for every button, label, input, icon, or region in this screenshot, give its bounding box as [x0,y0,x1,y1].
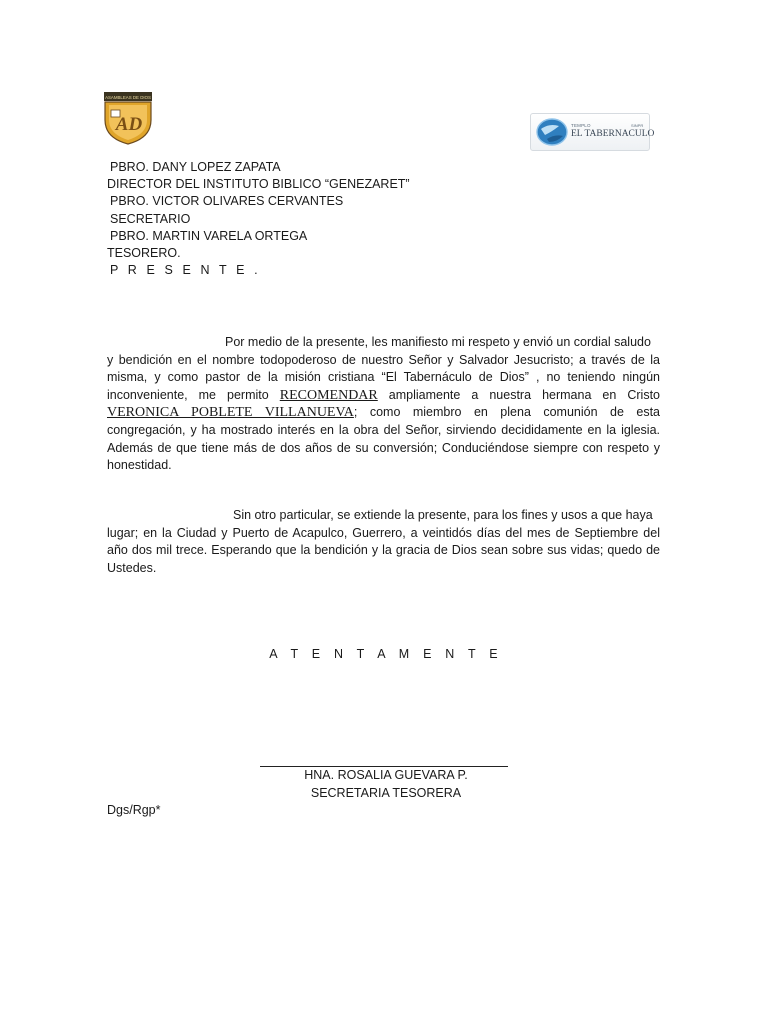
paragraph-line [107,387,660,405]
paragraph-line: Además de que tiene más de dos años de su conversión; Conduciéndose siempre con respeto y [107,440,660,455]
signer-title: SECRETARIA TESORERA [310,785,462,800]
body-paragraph-2 [107,507,660,577]
paragraph-line: Sin otro particular, se extiende la presente, para los fines y usos a que haya [233,508,653,522]
templo-el-tabernaculo-logo [530,113,655,151]
logo-ad-letters: AD [115,114,143,135]
logo-tabernaculo-text: EL TABERNACULO [571,129,655,139]
paragraph-line: Por medio de la presente, les manifiesto mi respeto y envió un cordial saludo [225,335,651,349]
globe-icon [535,117,569,147]
addressee-line: PBRO. VICTOR OLIVARES CERVANTES [110,194,344,209]
addressee-line: TESORERO. [107,245,181,260]
closing-atentamente: A T E N T A M E N T E [269,647,503,661]
addressee-line: PBRO. DANY LOPEZ ZAPATA [110,160,281,174]
paragraph-line: Ustedes. [107,560,157,575]
addressee-block [107,159,410,279]
paragraph-line: y bendición en el nombre todopoderoso de nuestro Señor y Salvador Jesucristo; a través de la [107,352,660,367]
paragraph-line: honestidad. [107,458,172,473]
addressee-line: PBRO. MARTIN VARELA ORTEGA [110,228,308,243]
logo-tag-text: SINPR [631,123,644,128]
recommended-person-name: VERONICA POBLETE VILLANUEVA [107,405,354,421]
paragraph-line [107,404,660,422]
reference-initials: Dgs/Rgp* [107,803,161,817]
paragraph-line: congregación, y ha mostrado interés en la obra del Señor, sirviendo decididamente en la iglesia. [107,422,660,437]
text-segment: inconveniente, me permito [107,387,269,402]
addressee-line: DIRECTOR DEL INSTITUTO BIBLICO “GENEZARET” [107,177,410,192]
paragraph-line: año dos mil trece. Esperando que la bendición y la gracia de Dios sean sobre sus vidas; quedo de [107,543,660,558]
paragraph-line: lugar; en la Ciudad y Puerto de Acapulco, Guerrero, a veintidós días del mes de Septiembre del [107,525,660,540]
signer-name: HNA. ROSALIA GUEVARA P. [304,768,468,782]
presente-line: P R E S E N T E . [110,263,261,278]
paragraph-line: misma, y como pastor de la misión cristiana “El Tabernáculo de Dios” , no teniendo ningún [107,370,660,385]
signer-block [0,767,768,802]
logo-templo-text: TEMPLO [571,123,591,128]
asambleas-de-dios-logo [102,90,154,146]
addressee-line: SECRETARIO [110,211,191,226]
logo-banner-text: ASAMBLEAS DE DIOS [105,95,151,100]
body-paragraph-1 [107,334,660,475]
recomendar-emphasis: RECOMENDAR [279,387,378,403]
text-segment: ampliamente a nuestra hermana en Cristo [388,387,660,402]
text-segment: ; como miembro en plena comunión de esta [353,405,660,420]
